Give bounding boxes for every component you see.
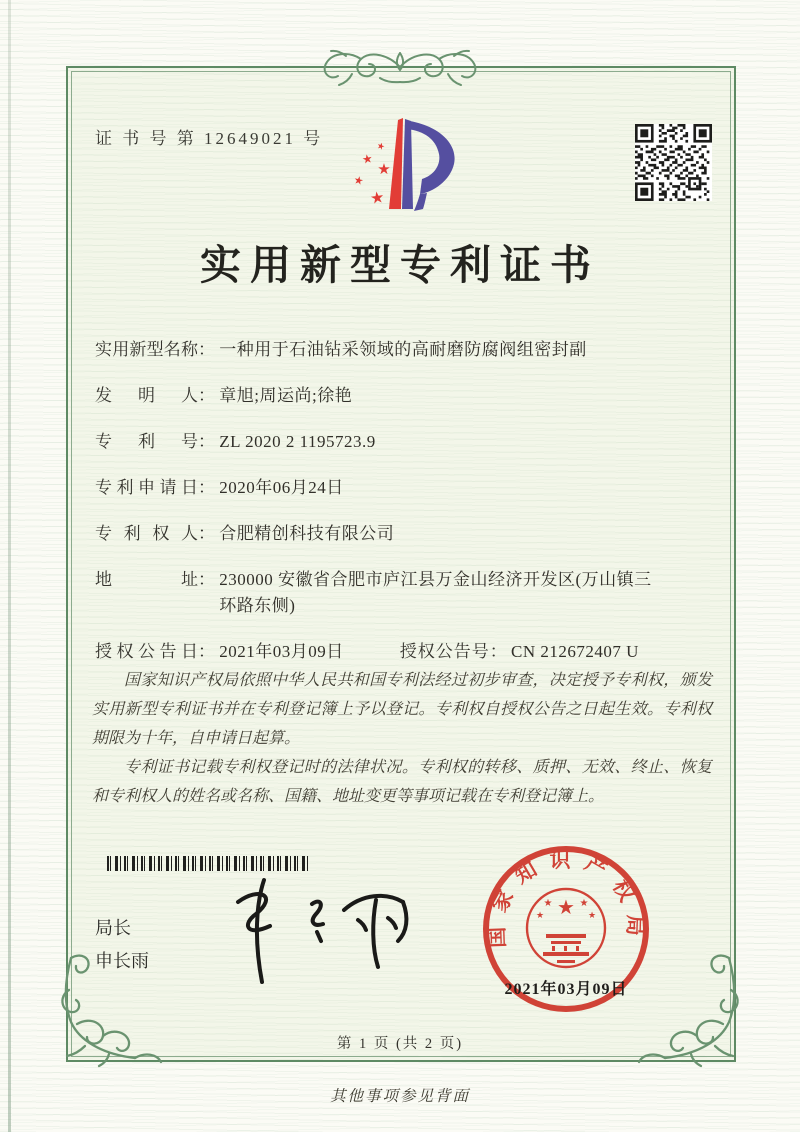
field-label: 专利权人 [95, 524, 198, 543]
field-label: 实用新型名称 [95, 340, 198, 359]
field-colon: ： [198, 432, 215, 451]
field-label: 专利号 [95, 432, 198, 451]
svg-text:★: ★ [352, 173, 365, 188]
field-colon: ： [198, 478, 215, 497]
field-label: 发明人 [95, 386, 198, 405]
svg-text:★: ★ [368, 187, 386, 208]
svg-text:★: ★ [375, 141, 387, 154]
field-value: 230000 安徽省合肥市庐江县万金山经济开发区(万山镇三环路东侧) [219, 570, 652, 615]
certificate-number: 证 书 号 第 12649021 号 [95, 129, 324, 148]
field-colon: ： [198, 570, 215, 589]
legal-paragraph-2: 专利证书记载专利权登记时的法律状况。专利权的转移、质押、无效、终止、恢复和专利权人的姓名或名称、国籍、地址变更等事项记载在专利登记簿上。 [92, 759, 712, 805]
signer-title: 局长 [95, 918, 131, 938]
seal-date: 2021年03月09日 [504, 981, 628, 998]
svg-text:★: ★ [360, 151, 374, 167]
grant-date-group [95, 639, 344, 665]
barcode-icon [107, 856, 309, 871]
field-colon: ： [198, 386, 215, 405]
svg-text:★: ★ [557, 895, 575, 919]
field-list [95, 337, 715, 685]
grant-no-value: CN 212672407 U [511, 642, 639, 661]
field-row-filing-date [95, 475, 715, 501]
field-row-patentee [95, 521, 715, 547]
field-label: 地址 [95, 570, 198, 589]
field-colon: ： [198, 642, 215, 661]
svg-text:★: ★ [377, 160, 391, 178]
seal-ring-text: 国家知识产权局 [484, 848, 648, 949]
svg-text:★: ★ [579, 898, 589, 909]
field-colon: ： [489, 642, 507, 661]
field-value: 章旭;周运尚;徐艳 [219, 386, 353, 405]
signer-name: 申长雨 [95, 951, 149, 971]
qr-code-icon [635, 124, 712, 201]
grant-date-value: 2021年03月09日 [219, 642, 344, 661]
cnipa-logo-icon [332, 106, 480, 224]
svg-text:★: ★ [543, 898, 553, 909]
field-value: 2020年06月24日 [219, 478, 344, 497]
national-emblem-icon [527, 889, 605, 967]
field-row-address [95, 567, 715, 619]
field-label: 授权公告号 [399, 642, 490, 661]
field-label: 授权公告日 [95, 642, 198, 661]
back-note: 其他事项参见背面 [329, 1088, 470, 1105]
field-colon: ： [198, 524, 215, 543]
field-label: 专利申请日 [95, 478, 198, 497]
field-row-grant [95, 639, 715, 665]
field-value: ZL 2020 2 1195723.9 [219, 432, 376, 451]
page-number: 第 1 页 (共 2 页) [336, 1036, 464, 1052]
grant-no-group [400, 639, 639, 665]
field-colon: ： [198, 340, 215, 359]
field-row-patent-no [95, 429, 715, 455]
field-row-inventor [95, 383, 715, 409]
svg-text:★: ★ [587, 911, 597, 921]
legal-paragraph-1: 国家知识产权局依照中华人民共和国专利法经过初步审查，决定授予专利权，颁发实用新型专利证书并在专利登记簿上予以登记。专利权自授权公告之日起生效。专利权期限为十年，自申请日起算。 [92, 672, 712, 747]
field-value: 合肥精创科技有限公司 [219, 524, 395, 543]
top-border-flourish-icon [300, 44, 500, 90]
field-value: 一种用于石油钻采领域的高耐磨防腐阀组密封副 [219, 340, 587, 359]
signer-block [95, 912, 149, 978]
scan-edge-shadow [8, 0, 11, 1132]
certificate-title: 实用新型专利证书 [200, 242, 600, 288]
svg-text:★: ★ [535, 911, 545, 921]
legal-text [92, 666, 712, 811]
field-row-name [95, 337, 715, 363]
signature-icon [226, 874, 416, 989]
